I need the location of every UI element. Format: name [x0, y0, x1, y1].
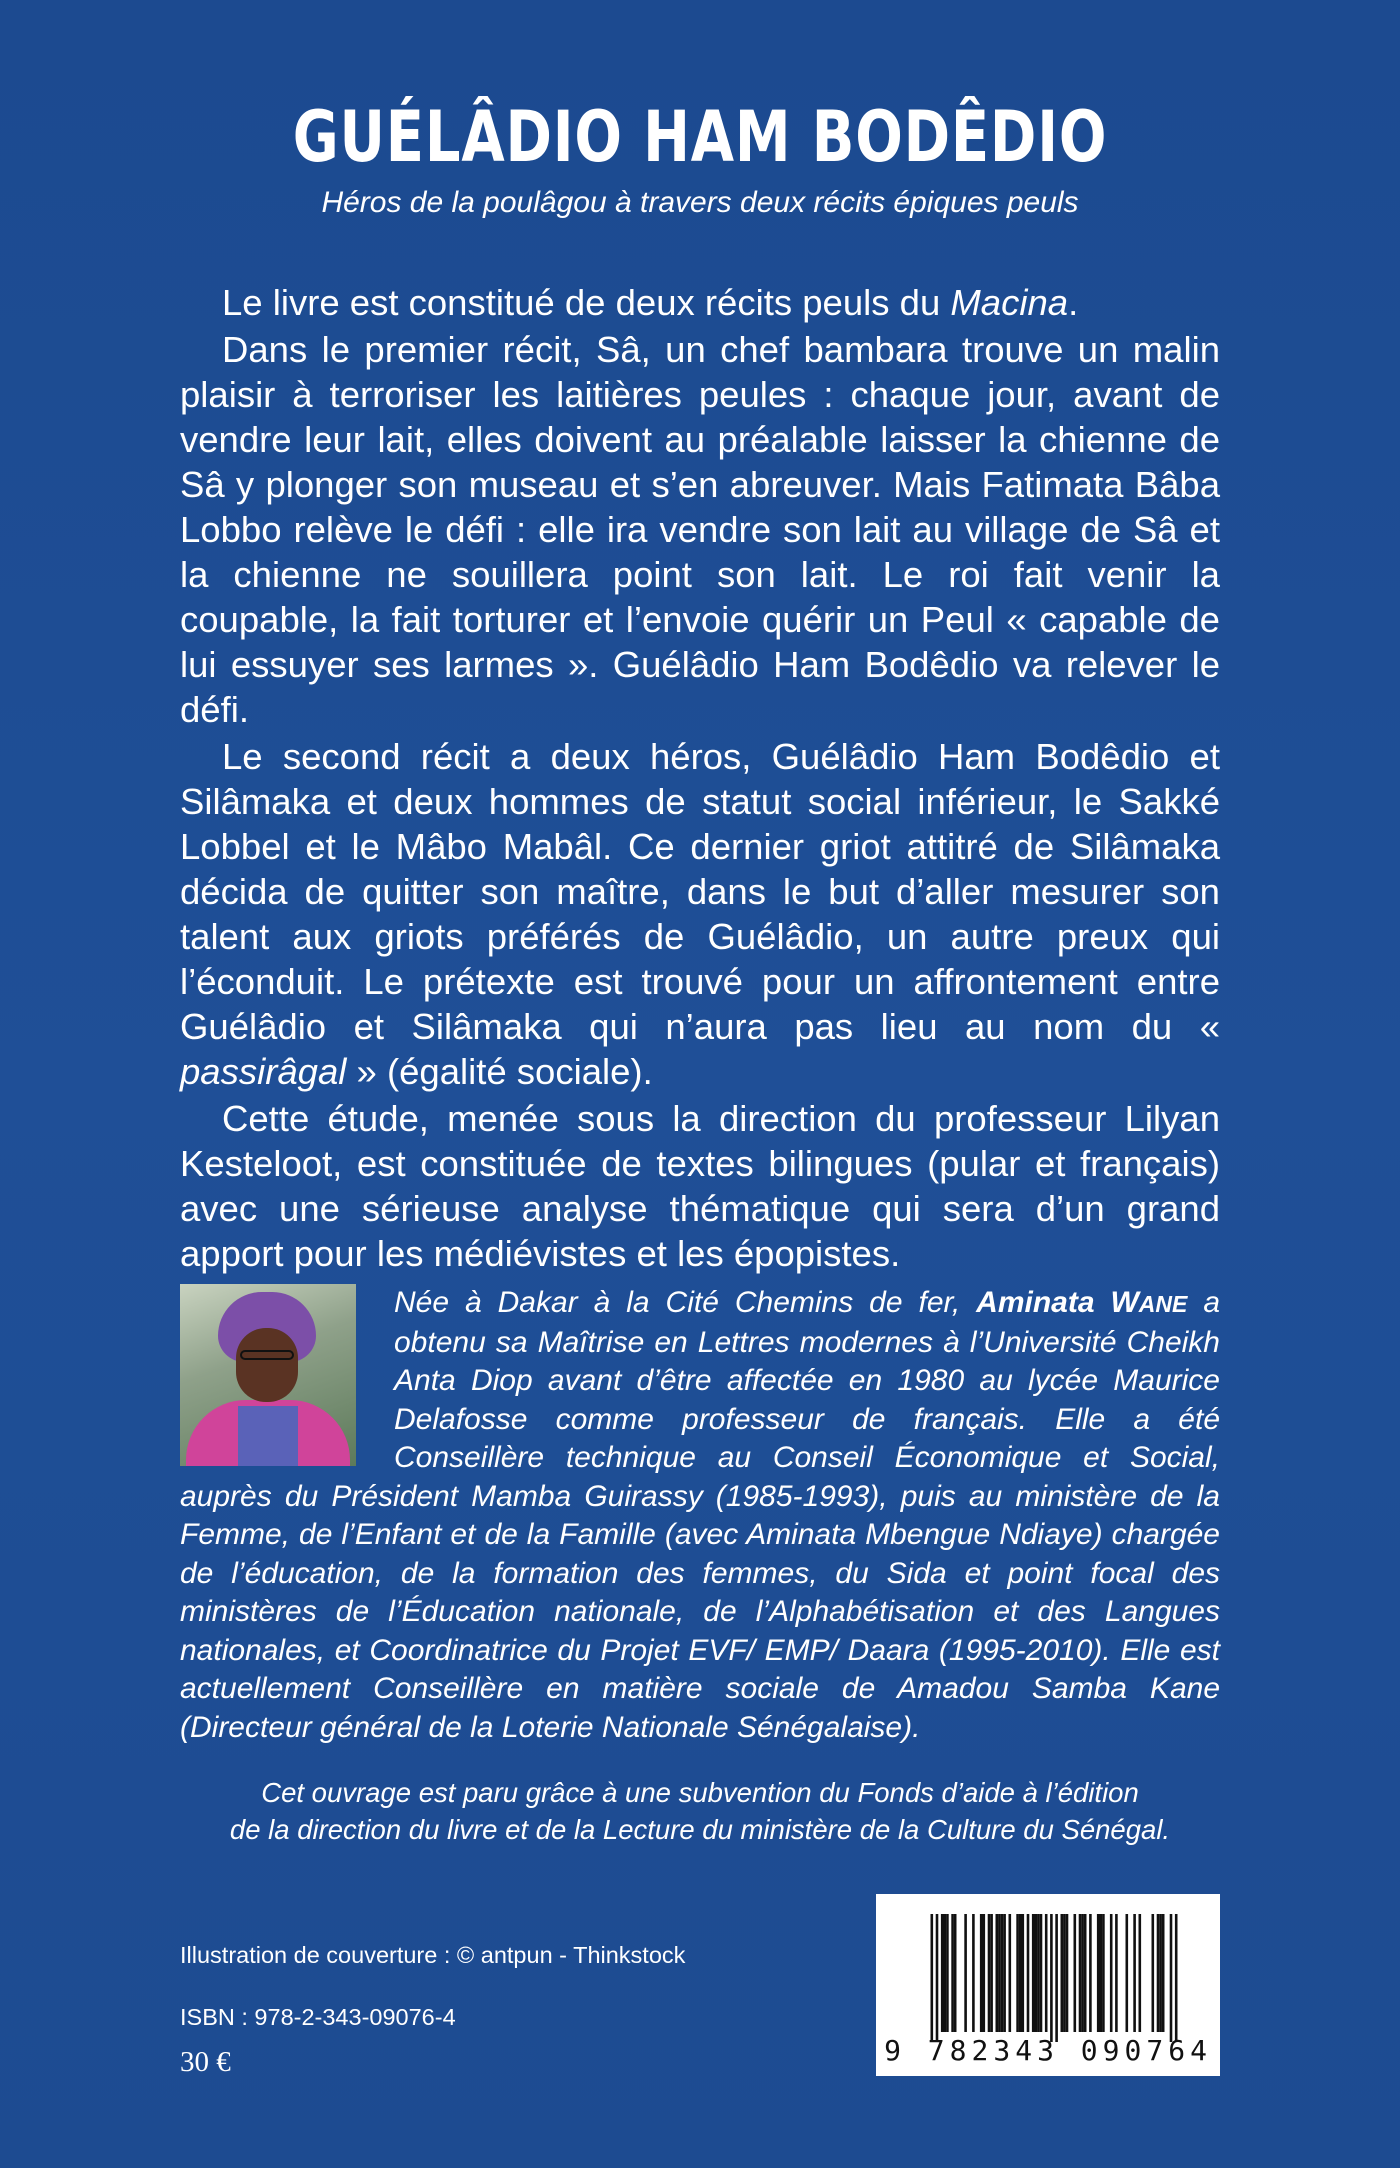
- barcode-bar: [996, 1914, 999, 2032]
- barcode-bar: [1110, 1914, 1113, 2032]
- barcode-bar: [944, 1914, 947, 2032]
- barcode-bar: [972, 1914, 975, 2032]
- barcode-bar: [1102, 1914, 1105, 2032]
- barcode-bar: [1089, 1914, 1092, 2032]
- barcode-bar: [1022, 1914, 1025, 2032]
- barcode-bar: [1003, 1914, 1006, 2032]
- book-subtitle: Héros de la poulâgou à travers deux récits épiques peuls: [321, 186, 1079, 219]
- barcode-bar: [980, 1914, 983, 2032]
- barcode-bar: [990, 1914, 993, 2032]
- barcode-bar: [1081, 1914, 1084, 2032]
- cover-credit: Illustration de couverture : © antpun - Thinkstock: [180, 1942, 686, 1968]
- barcode-bar: [1001, 1914, 1004, 2032]
- barcode-bar: [1133, 1914, 1136, 2032]
- barcode-bar: [998, 1914, 1001, 2032]
- summary-paragraph-1: Le livre est constitué de deux récits peuls du Macina.: [222, 282, 1079, 323]
- barcode-bar: [1139, 1914, 1142, 2032]
- barcode-bar: [1074, 1914, 1077, 2032]
- barcode-bar: [1162, 1914, 1165, 2032]
- barcode-bar: [1152, 1914, 1155, 2032]
- barcode-bar: [1009, 1914, 1012, 2032]
- barcode-bar: [1079, 1914, 1082, 2032]
- barcode-bar: [964, 1914, 967, 2032]
- barcode-bar: [1100, 1914, 1103, 2032]
- barcode-bar: [941, 1914, 944, 2032]
- isbn: ISBN : 978-2-343-09076-4: [180, 2004, 456, 2030]
- barcode: [876, 1894, 1220, 2076]
- barcode-bar: [1115, 1914, 1118, 2032]
- barcode-bar: [936, 1914, 939, 2042]
- barcode-bar: [1037, 1914, 1040, 2032]
- barcode-bar: [1035, 1914, 1038, 2032]
- barcode-bar: [1040, 1914, 1043, 2032]
- barcode-bar: [951, 1914, 954, 2032]
- summary-text: [180, 280, 1220, 1278]
- barcode-bar: [946, 1914, 949, 2032]
- barcode-bar: [1175, 1914, 1178, 2042]
- barcode-bar: [1016, 1914, 1019, 2032]
- barcode-bar: [1032, 1914, 1035, 2032]
- barcode-bar: [1126, 1914, 1129, 2032]
- barcode-bar: [983, 1914, 986, 2032]
- barcode-bar: [954, 1914, 957, 2032]
- barcode-bar: [1050, 1914, 1053, 2042]
- barcode-bar: [1170, 1914, 1173, 2042]
- barcode-bar: [1063, 1914, 1066, 2032]
- barcode-bar: [1019, 1914, 1022, 2032]
- barcode-bar: [1045, 1914, 1048, 2032]
- barcode-bar: [1157, 1914, 1160, 2032]
- barcode-bar: [1027, 1914, 1030, 2032]
- price: 30 €: [180, 2046, 231, 2078]
- barcode-bar: [1066, 1914, 1069, 2032]
- summary-paragraph-3: Le second récit a deux héros, Guélâdio Ham Bodêdio et Silâmaka et deux hommes de statut social inférieur, le Sakké Lobbel et le Mâbo Mabâl. Ce dernier griot attitré de Silâmaka décida de quitter son maître, dans le but d’aller mesurer son talent aux griots préférés de Guélâdio, un autre preux qui l’éconduit. Le prétexte est trouvé pour un affrontement entre Guélâdio et Silâmaka qui n’aura pas lieu au nom du « passirâgal » (égalité sociale).: [180, 736, 1220, 1092]
- barcode-digits: 9 782343 090764: [884, 2034, 1212, 2067]
- barcode-bar: [931, 1914, 934, 2042]
- barcode-bar: [1055, 1914, 1058, 2042]
- grant-notice: Cet ouvrage est paru grâce à une subvention du Fonds d’aide à l’édition de la direction du livre et de la Lecture du ministère de la Culture du Sénégal.: [229, 1777, 1171, 1845]
- barcode-bar: [1084, 1914, 1087, 2032]
- author-photo: [180, 1284, 356, 1466]
- author-name: Aminata WANE: [976, 1286, 1188, 1319]
- book-title: GUÉLÂDIO HAM BODÊDIO: [292, 96, 1108, 178]
- summary-paragraph-4: Cette étude, menée sous la direction du professeur Lilyan Kesteloot, est constituée de textes bilingues (pular et français) avec une sérieuse analyse thématique qui sera d’un grand apport pour les médiévistes et les épopistes.: [180, 1098, 1220, 1274]
- barcode-bar: [988, 1914, 991, 2032]
- barcode-bar: [1097, 1914, 1100, 2032]
- author-bio: Née à Dakar à la Cité Chemins de fer, Aminata WANE a obtenu sa Maîtrise en Lettres modernes à l’Université Cheikh Anta Diop avant d’être affectée en 1980 au lycée Maurice Delafosse comme professeur de français. Elle a été Conseillère technique au Conseil Économique et Social, auprès du Président Mamba Guirassy (1985-1993), puis au ministère de la Femme, de l’Enfant et de la Famille (avec Aminata Mbengue Ndiaye) chargée de l’éducation, de la formation des femmes, du Sida et point focal des ministères de l’Éducation nationale, de l’Alphabétisation et des Langues nationales, et Coordinatrice du Projet EVF/ EMP/ Daara (1995-2010). Elle est actuellement Conseillère en matière sociale de Amadou Samba Kane (Directeur général de la Loterie Nationale Sénégalaise).: [180, 1286, 1220, 1744]
- barcode-bar: [1061, 1914, 1064, 2032]
- summary-paragraph-2: Dans le premier récit, Sâ, un chef bambara trouve un malin plaisir à terroriser les laitières peules : chaque jour, avant de vendre leur lait, elles doivent au préalable laisser la chienne de Sâ y plonger son museau et s’en abreuver. Mais Fatimata Bâba Lobbo relève le défi : elle ira vendre son lait au village de Sâ et la chienne ne souillera point son lait. Le roi fait venir la coupable, la fait torturer et l’envoie quérir un Peul « capable de lui essuyer ses larmes ». Guélâdio Ham Bodêdio va relever le défi.: [180, 329, 1220, 730]
- barcode-bar: [1159, 1914, 1162, 2032]
